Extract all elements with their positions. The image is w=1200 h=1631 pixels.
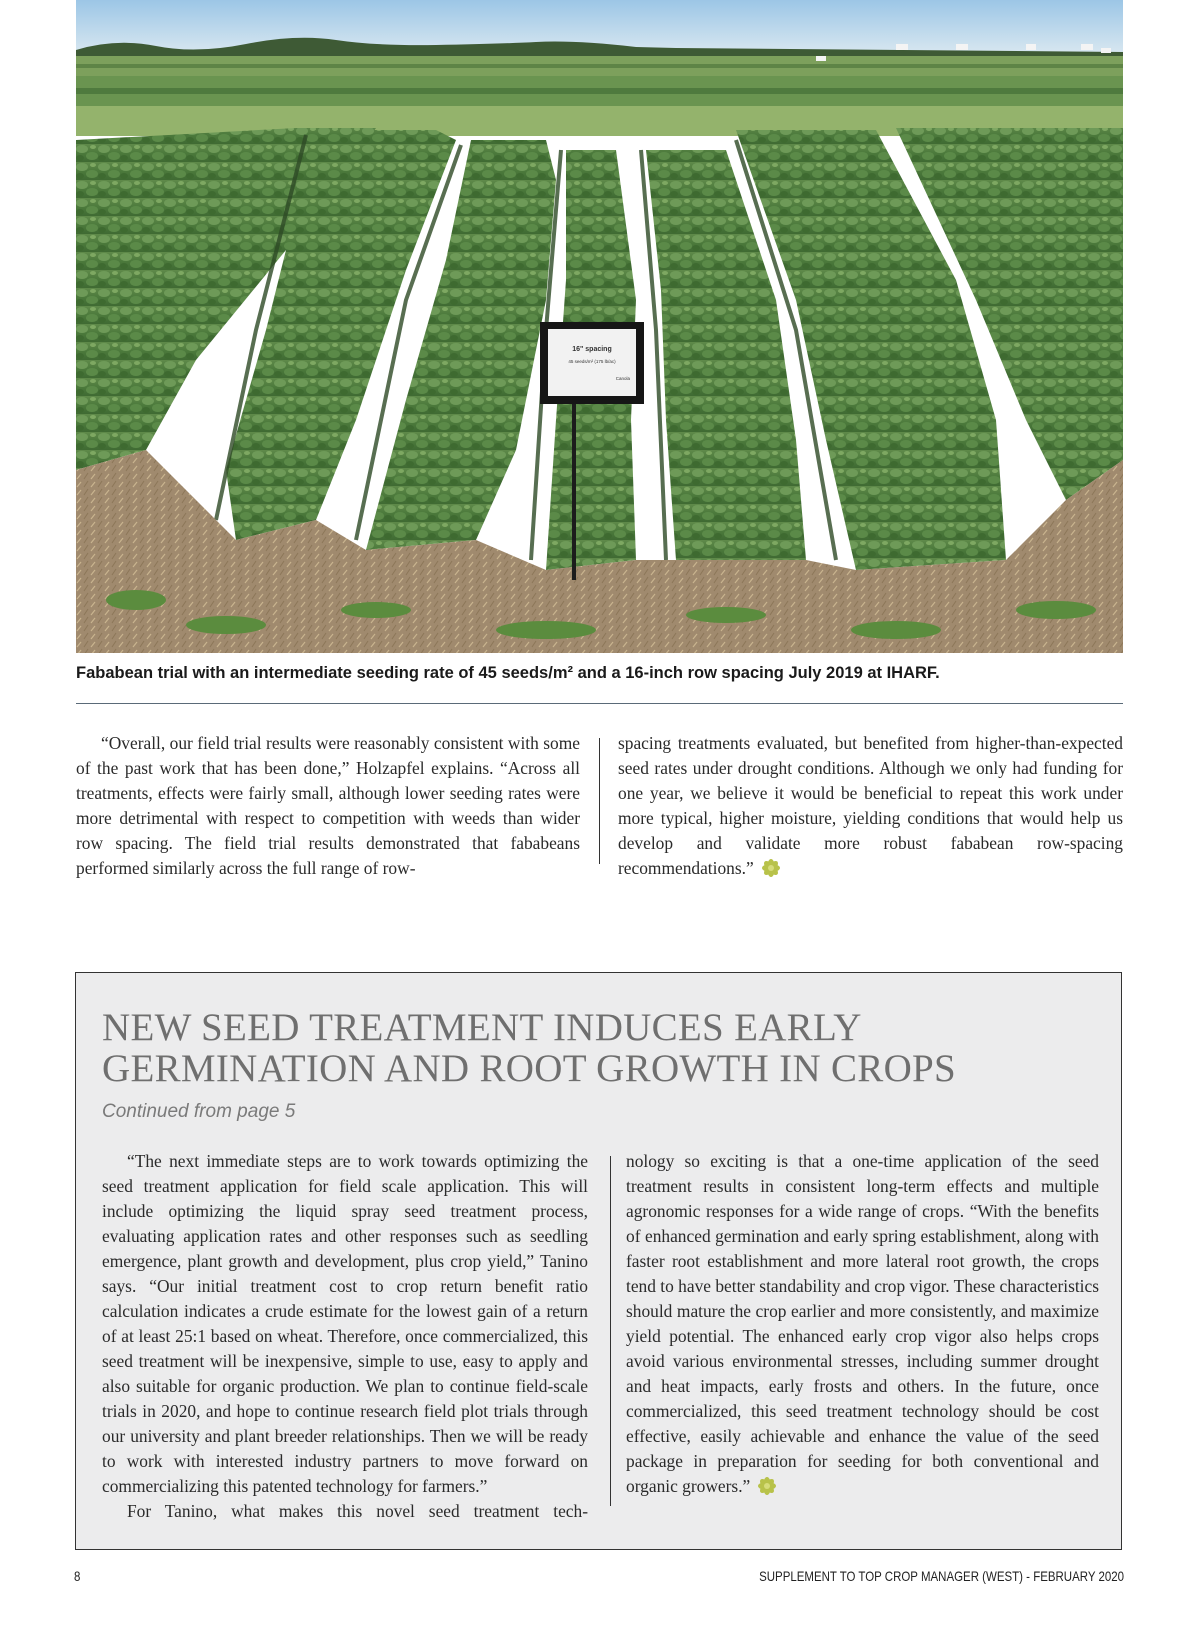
sign-sponsor-label: Canola (615, 376, 630, 381)
article-column-right (618, 731, 1123, 886)
end-of-article-leaf-icon (755, 1475, 779, 1504)
end-of-article-leaf-icon (759, 857, 783, 886)
page-number: 8 (74, 1568, 81, 1584)
article-paragraph-end (618, 731, 1123, 886)
article-paragraph: spacing treatments evaluated, but benefited from higher-than-expected seed rates under drought conditions. Although we only had funding for one year, we believe it would be beneficial to repeat this work under more typical, higher moisture, yielding conditions that would help us develop and validate more robust fababean row-spacing recommendations.” (618, 733, 1123, 878)
sidebar-title (102, 1007, 1102, 1089)
continued-from-label: Continued from page 5 (102, 1101, 296, 1122)
sidebar-paragraph: “The next immediate steps are to work towards optimizing the seed treatment application for field scale application. This will include optimizing the liquid spray seed treatment process, evaluating application rates and other responses such as seedling emergence, plant growth and development, plus crop yield,” Tanino says. “Our initial treatment cost to crop return benefit ratio calculation indicates a crude estimate for the lowest gain of a return of at least 25:1 based on wheat. Therefore, once commercialized, this seed treatment will be inexpensive, simple to use, easy to apply and also suitable for organic production. We plan to continue field-scale trials in 2020, and hope to continue research field plot trials through our university and plant breeder relationships. Then we will be ready to work with interested industry partners to move forward on commercializing this patented technology for farmers.” (102, 1151, 588, 1496)
article-column-left (76, 731, 580, 881)
publication-footer: SUPPLEMENT TO TOP CROP MANAGER (WEST) - FEBRUARY 2020 (759, 1568, 1124, 1584)
continued-article-box (75, 972, 1122, 1550)
article-paragraph: “Overall, our field trial results were reasonably consistent with some of the past work that has been done,” Holzapfel explains. “Across all treatments, effects were fairly small, although lower seeding rates were more detrimental with respect to competition with weeds than wider row spacing. The field trial results demonstrated that fababeans performed similarly across the full range of row- (76, 733, 580, 878)
sidebar-paragraph: nology so exciting is that a one-time application of the seed treatment results in consistent long-term effects and multiple agronomic responses for a wide range of crops. “With the benefits of enhanced germination and early spring establishment, along with faster root establishment and more lateral root growth, the crops tend to have better standability and crop vigor. These characteristics should mature the crop earlier and more consistently, and maximize yield potential. The enhanced early crop vigor also helps crops avoid various environmental stresses, including summer drought and heat impacts, early frosts and others. In the future, once commercialized, this seed treatment technology should be cost effective, easily achievable and enhance the value of the seed package in preparation for seeding for both conventional and organic growers.” (626, 1151, 1099, 1496)
sign-spacing-label: 16" spacing (572, 346, 612, 353)
sidebar-column-left (102, 1149, 588, 1524)
sidebar-title-line-1: NEW SEED TREATMENT INDUCES EARLY (102, 1006, 862, 1049)
column-divider (599, 738, 600, 864)
caption-divider (76, 703, 1123, 704)
sidebar-paragraph: For Tanino, what makes this novel seed treatment tech- (127, 1501, 588, 1521)
sign-text (548, 330, 636, 381)
photo-caption: Fababean trial with an intermediate seeding rate of 45 seeds/m² and a 16-inch row spacing July 2019 at IHARF. (76, 664, 940, 682)
sidebar-paragraph-end (626, 1149, 1099, 1504)
sidebar-column-right (626, 1149, 1099, 1504)
field-photo-svg (76, 0, 1123, 653)
sidebar-title-line-2: GERMINATION AND ROOT GROWTH IN CROPS (102, 1047, 957, 1090)
column-divider (610, 1156, 611, 1506)
sign-rate-label: 45 seeds/m² (175 lb/ac) (568, 359, 616, 364)
field-trial-photo (76, 0, 1123, 653)
